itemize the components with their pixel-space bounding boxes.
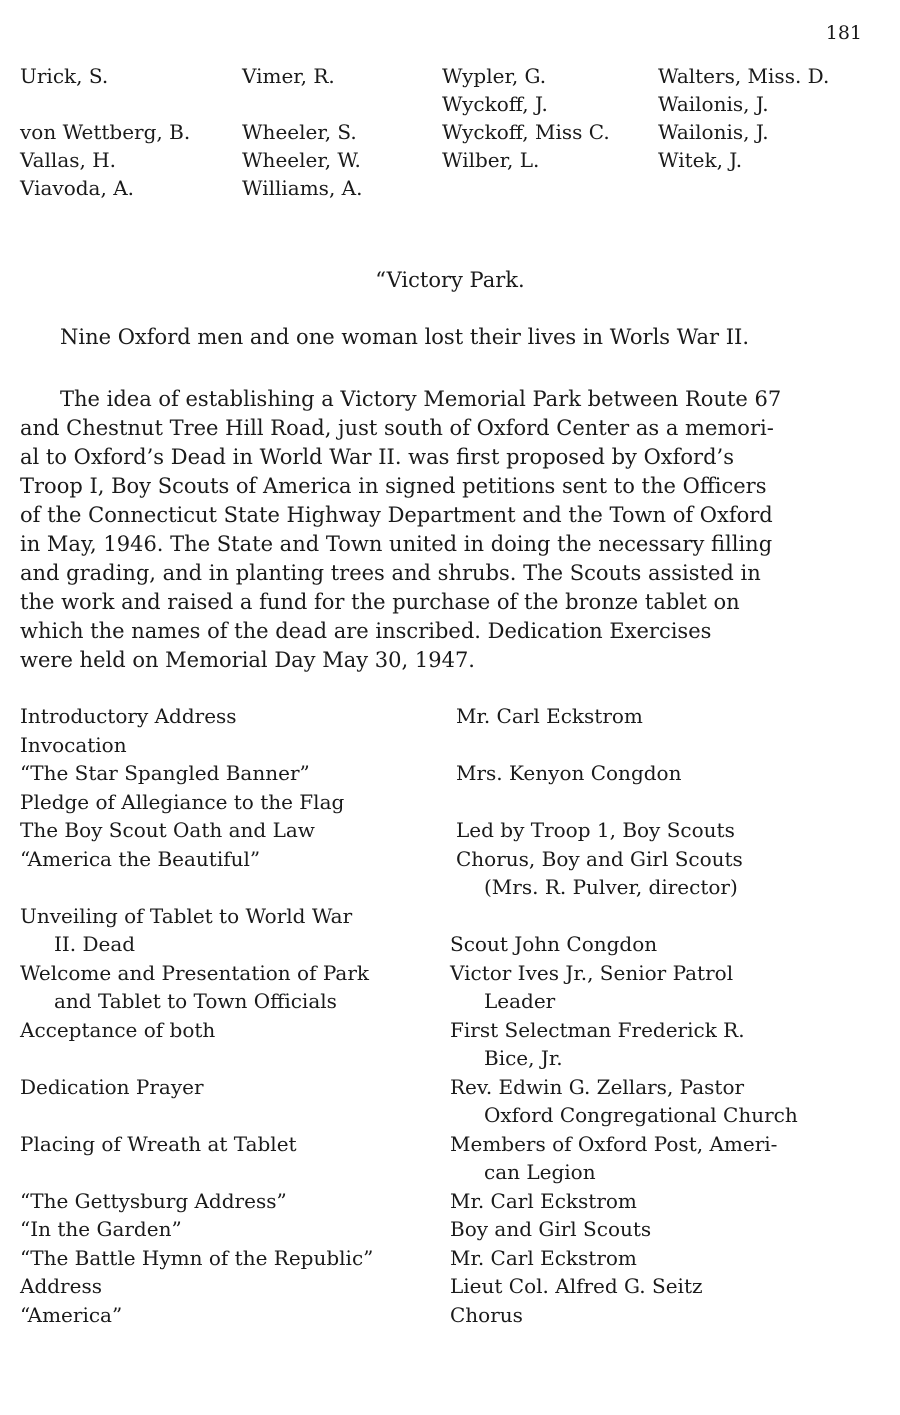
program-item-line: The Boy Scout Oath and Law bbox=[20, 818, 315, 842]
program-item-line: and Tablet to Town Officials bbox=[54, 989, 337, 1013]
program-item-line: Placing of Wreath at Tablet bbox=[20, 1131, 297, 1156]
paragraph-line: al to Oxford’s Dead in World War II. was first proposed by Oxford’s bbox=[20, 445, 734, 469]
program-item-line: “America” bbox=[20, 1302, 123, 1327]
program-item bbox=[20, 902, 450, 959]
program-performer-line: Mr. Carl Eckstrom bbox=[456, 704, 643, 728]
program-row bbox=[20, 1272, 880, 1301]
program-item-line: “America the Beautiful” bbox=[20, 846, 261, 871]
program-performer-line bbox=[450, 902, 880, 931]
program-performer-line: Leader bbox=[484, 989, 556, 1013]
name-entry: Urick, S. bbox=[20, 64, 109, 88]
program-row bbox=[20, 1187, 880, 1216]
program-performer bbox=[450, 1215, 880, 1244]
program-performer bbox=[450, 1130, 880, 1187]
paragraph-line: The idea of establishing a Victory Memorial Park between Route 67 bbox=[60, 387, 782, 411]
names-column bbox=[242, 62, 362, 202]
name-entry: Wilber, L. bbox=[442, 148, 540, 172]
program-item bbox=[20, 845, 450, 902]
program-performer-line: Rev. Edwin G. Zellars, Pastor bbox=[450, 1074, 745, 1099]
program-item-line: Invocation bbox=[20, 732, 127, 757]
name-entry: von Wettberg, B. bbox=[20, 120, 191, 144]
program-item bbox=[20, 1301, 450, 1330]
program-item-line: Address bbox=[20, 1274, 102, 1298]
program-item bbox=[20, 1272, 450, 1301]
program-item bbox=[20, 1215, 450, 1244]
program-item bbox=[20, 816, 450, 845]
program-performer-line: (Mrs. R. Pulver, director) bbox=[484, 875, 738, 899]
program-item-line: Acceptance of both bbox=[20, 1017, 216, 1042]
program-performer bbox=[450, 959, 880, 1016]
program-row bbox=[20, 816, 880, 845]
name-entry: Vallas, H. bbox=[20, 148, 117, 172]
program-performer-line: Victor Ives Jr., Senior Patrol bbox=[450, 960, 734, 985]
name-entry: Witek, J. bbox=[658, 148, 743, 172]
page-number: 181 bbox=[825, 22, 862, 44]
program-row bbox=[20, 902, 880, 959]
program-item bbox=[20, 1073, 450, 1130]
paragraph-line: Troop I, Boy Scouts of America in signed petitions sent to the Officers bbox=[20, 474, 767, 498]
program-row bbox=[20, 702, 880, 759]
program-performer-line: Scout John Congdon bbox=[450, 932, 658, 956]
program-performer-line: Led by Troop 1, Boy Scouts bbox=[456, 818, 735, 842]
name-entry bbox=[442, 174, 610, 202]
intro-sentence: Nine Oxford men and one woman lost their lives in Worls War II. bbox=[60, 325, 750, 349]
program-item-line bbox=[20, 1044, 450, 1073]
program-performer-line bbox=[450, 731, 880, 760]
program-item-line: “The Gettysburg Address” bbox=[20, 1188, 287, 1213]
section-heading: “Victory Park. bbox=[375, 268, 525, 292]
program-row bbox=[20, 1073, 880, 1130]
program-item-line bbox=[20, 1101, 450, 1130]
program-performer bbox=[450, 845, 880, 902]
name-entry: Wailonis, J. bbox=[658, 92, 769, 116]
name-entry: Wheeler, W. bbox=[242, 148, 361, 172]
program-item-line: “In the Garden” bbox=[20, 1217, 182, 1241]
name-entry: Wypler, G. bbox=[442, 64, 547, 88]
name-entry: Wyckoff, Miss C. bbox=[442, 120, 610, 144]
name-entry: Williams, A. bbox=[242, 176, 363, 200]
program-performer bbox=[450, 816, 880, 845]
paragraph-line: in May, 1946. The State and Town united in doing the necessary filling bbox=[20, 532, 773, 556]
name-entry: Wyckoff, J. bbox=[442, 92, 548, 116]
name-entry bbox=[658, 174, 829, 202]
program-performer-line: Mr. Carl Eckstrom bbox=[450, 1188, 637, 1213]
program-item-line: “The Star Spangled Banner” bbox=[20, 761, 310, 785]
names-list bbox=[20, 62, 880, 202]
name-entry: Walters, Miss. D. bbox=[658, 64, 830, 88]
program-row bbox=[20, 959, 880, 1016]
program-item bbox=[20, 1244, 450, 1273]
names-column bbox=[20, 62, 190, 202]
program-performer bbox=[450, 1244, 880, 1273]
program-performer-line: Mrs. Kenyon Congdon bbox=[456, 761, 682, 785]
program-performer-line: Oxford Congregational Church bbox=[484, 1103, 798, 1127]
program-row bbox=[20, 1130, 880, 1187]
program-item-line: II. Dead bbox=[54, 932, 136, 956]
program-item bbox=[20, 1016, 450, 1073]
program-performer-line: Chorus bbox=[450, 1302, 523, 1327]
program-performer-line: Members of Oxford Post, Ameri- bbox=[450, 1131, 778, 1156]
program-performer-line: First Selectman Frederick R. bbox=[450, 1017, 745, 1042]
program-item-line: Dedication Prayer bbox=[20, 1074, 204, 1099]
program-performer bbox=[450, 759, 880, 816]
program-row bbox=[20, 1215, 880, 1244]
paragraph-line: the work and raised a fund for the purchase of the bronze tablet on bbox=[20, 590, 740, 614]
program-item bbox=[20, 1187, 450, 1216]
program-row bbox=[20, 759, 880, 816]
program-item-line: Introductory Address bbox=[20, 704, 237, 728]
program-row bbox=[20, 1301, 880, 1330]
paragraph-line: were held on Memorial Day May 30, 1947. bbox=[20, 648, 475, 672]
paragraph-line: of the Connecticut State Highway Department and the Town of Oxford bbox=[20, 503, 773, 527]
names-column bbox=[658, 62, 829, 202]
program-item bbox=[20, 959, 450, 1016]
paragraph-line: and grading, and in planting trees and shrubs. The Scouts assisted in bbox=[20, 561, 761, 585]
program-performer bbox=[450, 1187, 880, 1216]
program-item-line bbox=[20, 873, 450, 902]
name-entry bbox=[20, 90, 190, 118]
program-item-line: Welcome and Presentation of Park bbox=[20, 960, 369, 985]
program-row bbox=[20, 1244, 880, 1273]
program-item-line: Unveiling of Tablet to World War bbox=[20, 903, 353, 928]
paragraph-line: and Chestnut Tree Hill Road, just south of Oxford Center as a memori- bbox=[20, 416, 774, 440]
program-performer-line: Chorus, Boy and Girl Scouts bbox=[456, 846, 743, 871]
program-performer bbox=[450, 1073, 880, 1130]
program-performer bbox=[450, 902, 880, 959]
program-performer bbox=[450, 1016, 880, 1073]
program-performer bbox=[450, 1272, 880, 1301]
program-list bbox=[20, 702, 880, 1329]
name-entry: Wailonis, J. bbox=[658, 120, 769, 144]
program-row bbox=[20, 1016, 880, 1073]
program-item-line bbox=[20, 1158, 450, 1187]
program-performer-line bbox=[450, 788, 880, 817]
program-item bbox=[20, 759, 450, 816]
name-entry: Vimer, R. bbox=[242, 64, 335, 88]
program-performer bbox=[450, 702, 880, 759]
name-entry: Wheeler, S. bbox=[242, 120, 357, 144]
program-row bbox=[20, 845, 880, 902]
name-entry: Viavoda, A. bbox=[20, 176, 134, 200]
program-performer-line: Lieut Col. Alfred G. Seitz bbox=[450, 1274, 703, 1298]
name-entry bbox=[242, 90, 362, 118]
program-item bbox=[20, 702, 450, 759]
body-paragraph bbox=[20, 385, 882, 675]
names-column bbox=[442, 62, 610, 202]
program-item bbox=[20, 1130, 450, 1187]
program-performer-line: Bice, Jr. bbox=[484, 1046, 563, 1070]
program-performer-line: Boy and Girl Scouts bbox=[450, 1217, 652, 1241]
program-item-line: “The Battle Hymn of the Republic” bbox=[20, 1245, 374, 1270]
program-performer bbox=[450, 1301, 880, 1330]
program-performer-line: Mr. Carl Eckstrom bbox=[450, 1245, 637, 1270]
program-performer-line: can Legion bbox=[484, 1160, 596, 1184]
program-item-line: Pledge of Allegiance to the Flag bbox=[20, 789, 345, 814]
paragraph-line: which the names of the dead are inscribed. Dedication Exercises bbox=[20, 619, 712, 643]
